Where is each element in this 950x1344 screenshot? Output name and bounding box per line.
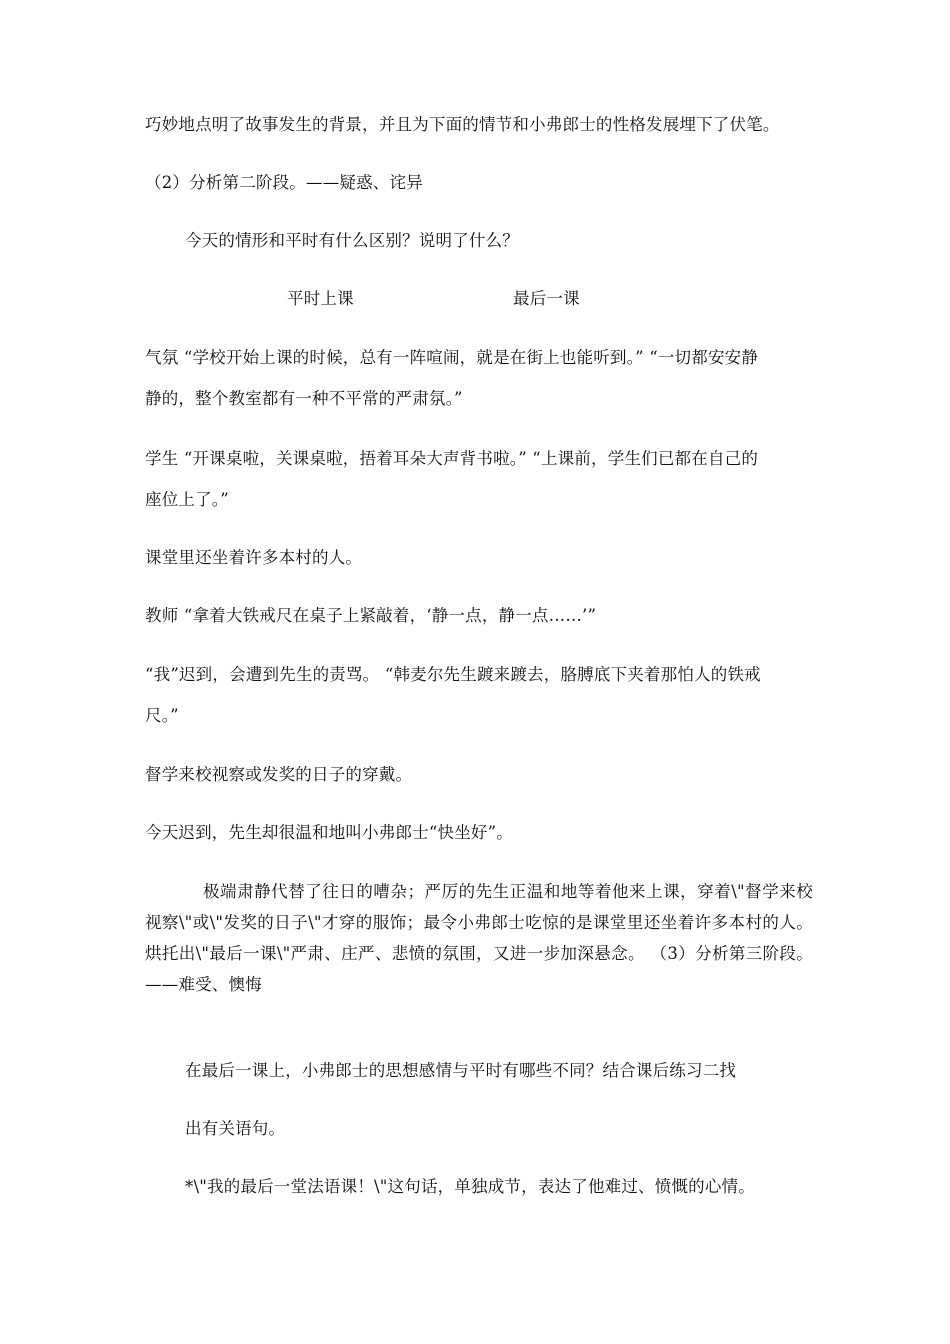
text-line: 尺。” xyxy=(145,706,179,725)
text-line: *\"我的最后一堂法语课！\"这句话，单独成节，表达了他难过、愤慨的心情。 xyxy=(185,1177,755,1196)
text-line: 课堂里还坐着许多本村的人。 xyxy=(145,548,363,567)
question-line: 在最后一课上，小弗郎士的思想感情与平时有哪些不同？结合课后练习二找 xyxy=(185,1061,737,1080)
text-line: “我”迟到，会遭到先生的责骂。 “韩麦尔先生踱来踱去，胳膊底下夹着那怕人的铁戒 xyxy=(145,665,761,684)
question-line: 今天的情形和平时有什么区别？说明了什么？ xyxy=(185,231,519,250)
text-line: 督学来校视察或发奖的日子的穿戴。 xyxy=(145,765,413,784)
text-line: 教师 “拿着大铁戒尺在桌子上紧敲着，‘静一点，静一点……’” xyxy=(145,606,597,625)
text-line: 气氛 “学校开始上课的时候，总有一阵喧闹，就是在街上也能听到。” “一切都安安静 xyxy=(145,348,759,367)
text-line: 巧妙地点明了故事发生的背景，并且为下面的情节和小弗郎士的性格发展埋下了伏笔。 xyxy=(145,115,780,134)
text-line: 出有关语句。 xyxy=(185,1119,286,1138)
text-line: 今天迟到，先生却很温和地叫小弗郎士“快坐好”。 xyxy=(145,823,513,842)
summary-paragraph: 极端肃静代替了往日的嘈杂；严厉的先生正温和地等着他来上课，穿着\"督学来校视察\"或\"发奖的日子\"才穿的服饰；最令小弗郎士吃惊的是课堂里还坐着许多本村的人。烘托出\"最后一课\"严肃、庄严、悲愤的氛围，又进一步加深悬念。 （3）分析第三阶段。——难受、懊悔 xyxy=(145,882,813,994)
text-line: 座位上了。” xyxy=(145,490,229,509)
column-header-last-class: 最后一课 xyxy=(513,289,580,308)
section-heading: （2）分析第二阶段。——疑惑、诧异 xyxy=(145,173,423,192)
column-header-normal-class: 平时上课 xyxy=(287,289,354,308)
text-line: 静的，整个教室都有一种不平常的严肃氛。” xyxy=(145,389,463,408)
text-line: 学生 “开课桌啦，关课桌啦，捂着耳朵大声背书啦。” “上课前，学生们已都在自己的 xyxy=(145,449,759,468)
